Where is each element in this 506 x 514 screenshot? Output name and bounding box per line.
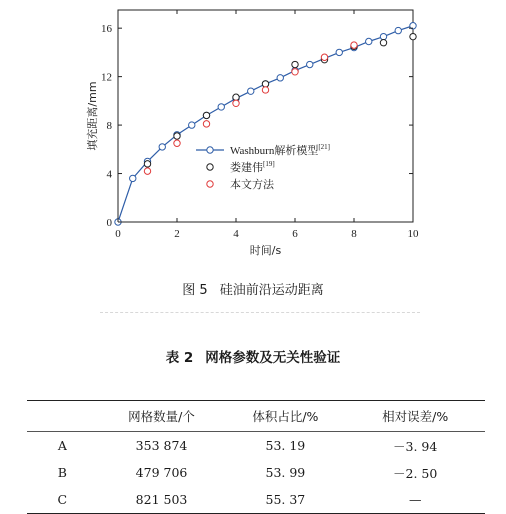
cell-grid-count: 479 706 (135, 465, 188, 480)
data-point (144, 168, 150, 174)
data-point (144, 161, 150, 167)
data-point (410, 33, 416, 39)
y-tick-label: 4 (106, 168, 112, 181)
y-tick-label: 16 (101, 23, 112, 36)
data-point (336, 49, 342, 55)
table-row (27, 459, 485, 486)
data-point (174, 133, 180, 139)
cell-grid-count: 821 503 (98, 486, 226, 514)
legend-reference: [21] (318, 143, 330, 151)
cell-volume-ratio: 53. 19 (265, 438, 306, 453)
data-point (351, 42, 357, 48)
table-header-row (27, 401, 485, 432)
header-cell-label (27, 401, 98, 432)
figure-number: 图 5 (182, 283, 208, 298)
figure-caption-text: 硅油前沿运动距离 (219, 283, 324, 298)
data-point (321, 54, 327, 60)
data-point (233, 94, 239, 100)
table-number: 表 2 (165, 350, 194, 366)
cell-relative-error: －2. 50 (393, 465, 438, 481)
cell-volume-ratio: 55. 37 (225, 486, 345, 514)
data-point (233, 100, 239, 106)
data-point (307, 61, 313, 67)
x-tick-label: 6 (292, 228, 298, 240)
figure-caption (0, 279, 506, 298)
data-point (292, 61, 298, 67)
header-cell-grid-count: 网格数量/个 (98, 401, 226, 432)
series-line (118, 26, 413, 222)
data-point (262, 81, 268, 87)
faint-text-line (100, 312, 420, 316)
data-point (292, 69, 298, 75)
data-point (248, 88, 254, 94)
table-row (27, 486, 485, 514)
legend-marker (207, 181, 213, 187)
legend-label: 本文方法 (230, 179, 274, 191)
y-tick-label: 8 (106, 120, 112, 133)
x-tick-label: 4 (233, 228, 239, 240)
y-axis-label: 填充距离/mm (86, 81, 99, 151)
cell-grid-count: 353 874 (135, 438, 188, 453)
data-point (262, 87, 268, 93)
table-caption (0, 346, 506, 366)
data-point (366, 38, 372, 44)
data-point (159, 144, 165, 150)
legend-label: 娄建伟[19] (230, 160, 275, 174)
y-tick-label: 0 (106, 217, 112, 229)
data-point (203, 112, 209, 118)
x-tick-label: 8 (351, 228, 357, 240)
cell-relative-error: — (345, 486, 485, 514)
cell-case: C (27, 486, 98, 514)
data-point (380, 40, 386, 46)
data-point (130, 175, 136, 181)
header-cell-volume-ratio: 体积占比/% (225, 401, 345, 432)
data-point (380, 33, 386, 39)
cell-case: B (57, 465, 67, 480)
legend-item (207, 160, 275, 174)
x-tick-label: 2 (174, 228, 180, 240)
data-point (189, 122, 195, 128)
cell-relative-error: －3. 94 (393, 438, 438, 454)
series-1 (115, 23, 416, 226)
table-title: 网格参数及无关性验证 (205, 350, 341, 366)
legend-marker (207, 147, 213, 153)
data-point (203, 121, 209, 127)
legend-item (207, 177, 275, 191)
data-point (174, 140, 180, 146)
cell-volume-ratio: 53. 99 (265, 465, 306, 480)
table-row (27, 432, 485, 460)
header-cell-relative-error: 相对误差/% (345, 401, 485, 432)
legend-label: Washburn解析模型[21] (230, 143, 330, 157)
legend-item (196, 143, 330, 157)
legend-reference: [19] (263, 160, 275, 168)
x-axis-label: 时间/s (249, 244, 282, 257)
data-point (395, 27, 401, 33)
x-tick-label: 10 (407, 228, 419, 240)
y-tick-label: 12 (101, 71, 112, 84)
x-tick-label: 0 (115, 228, 121, 240)
data-point (277, 75, 283, 81)
grid-parameter-table (27, 400, 485, 514)
cell-case: A (57, 438, 67, 453)
legend-marker (207, 164, 213, 170)
data-point (218, 104, 224, 110)
